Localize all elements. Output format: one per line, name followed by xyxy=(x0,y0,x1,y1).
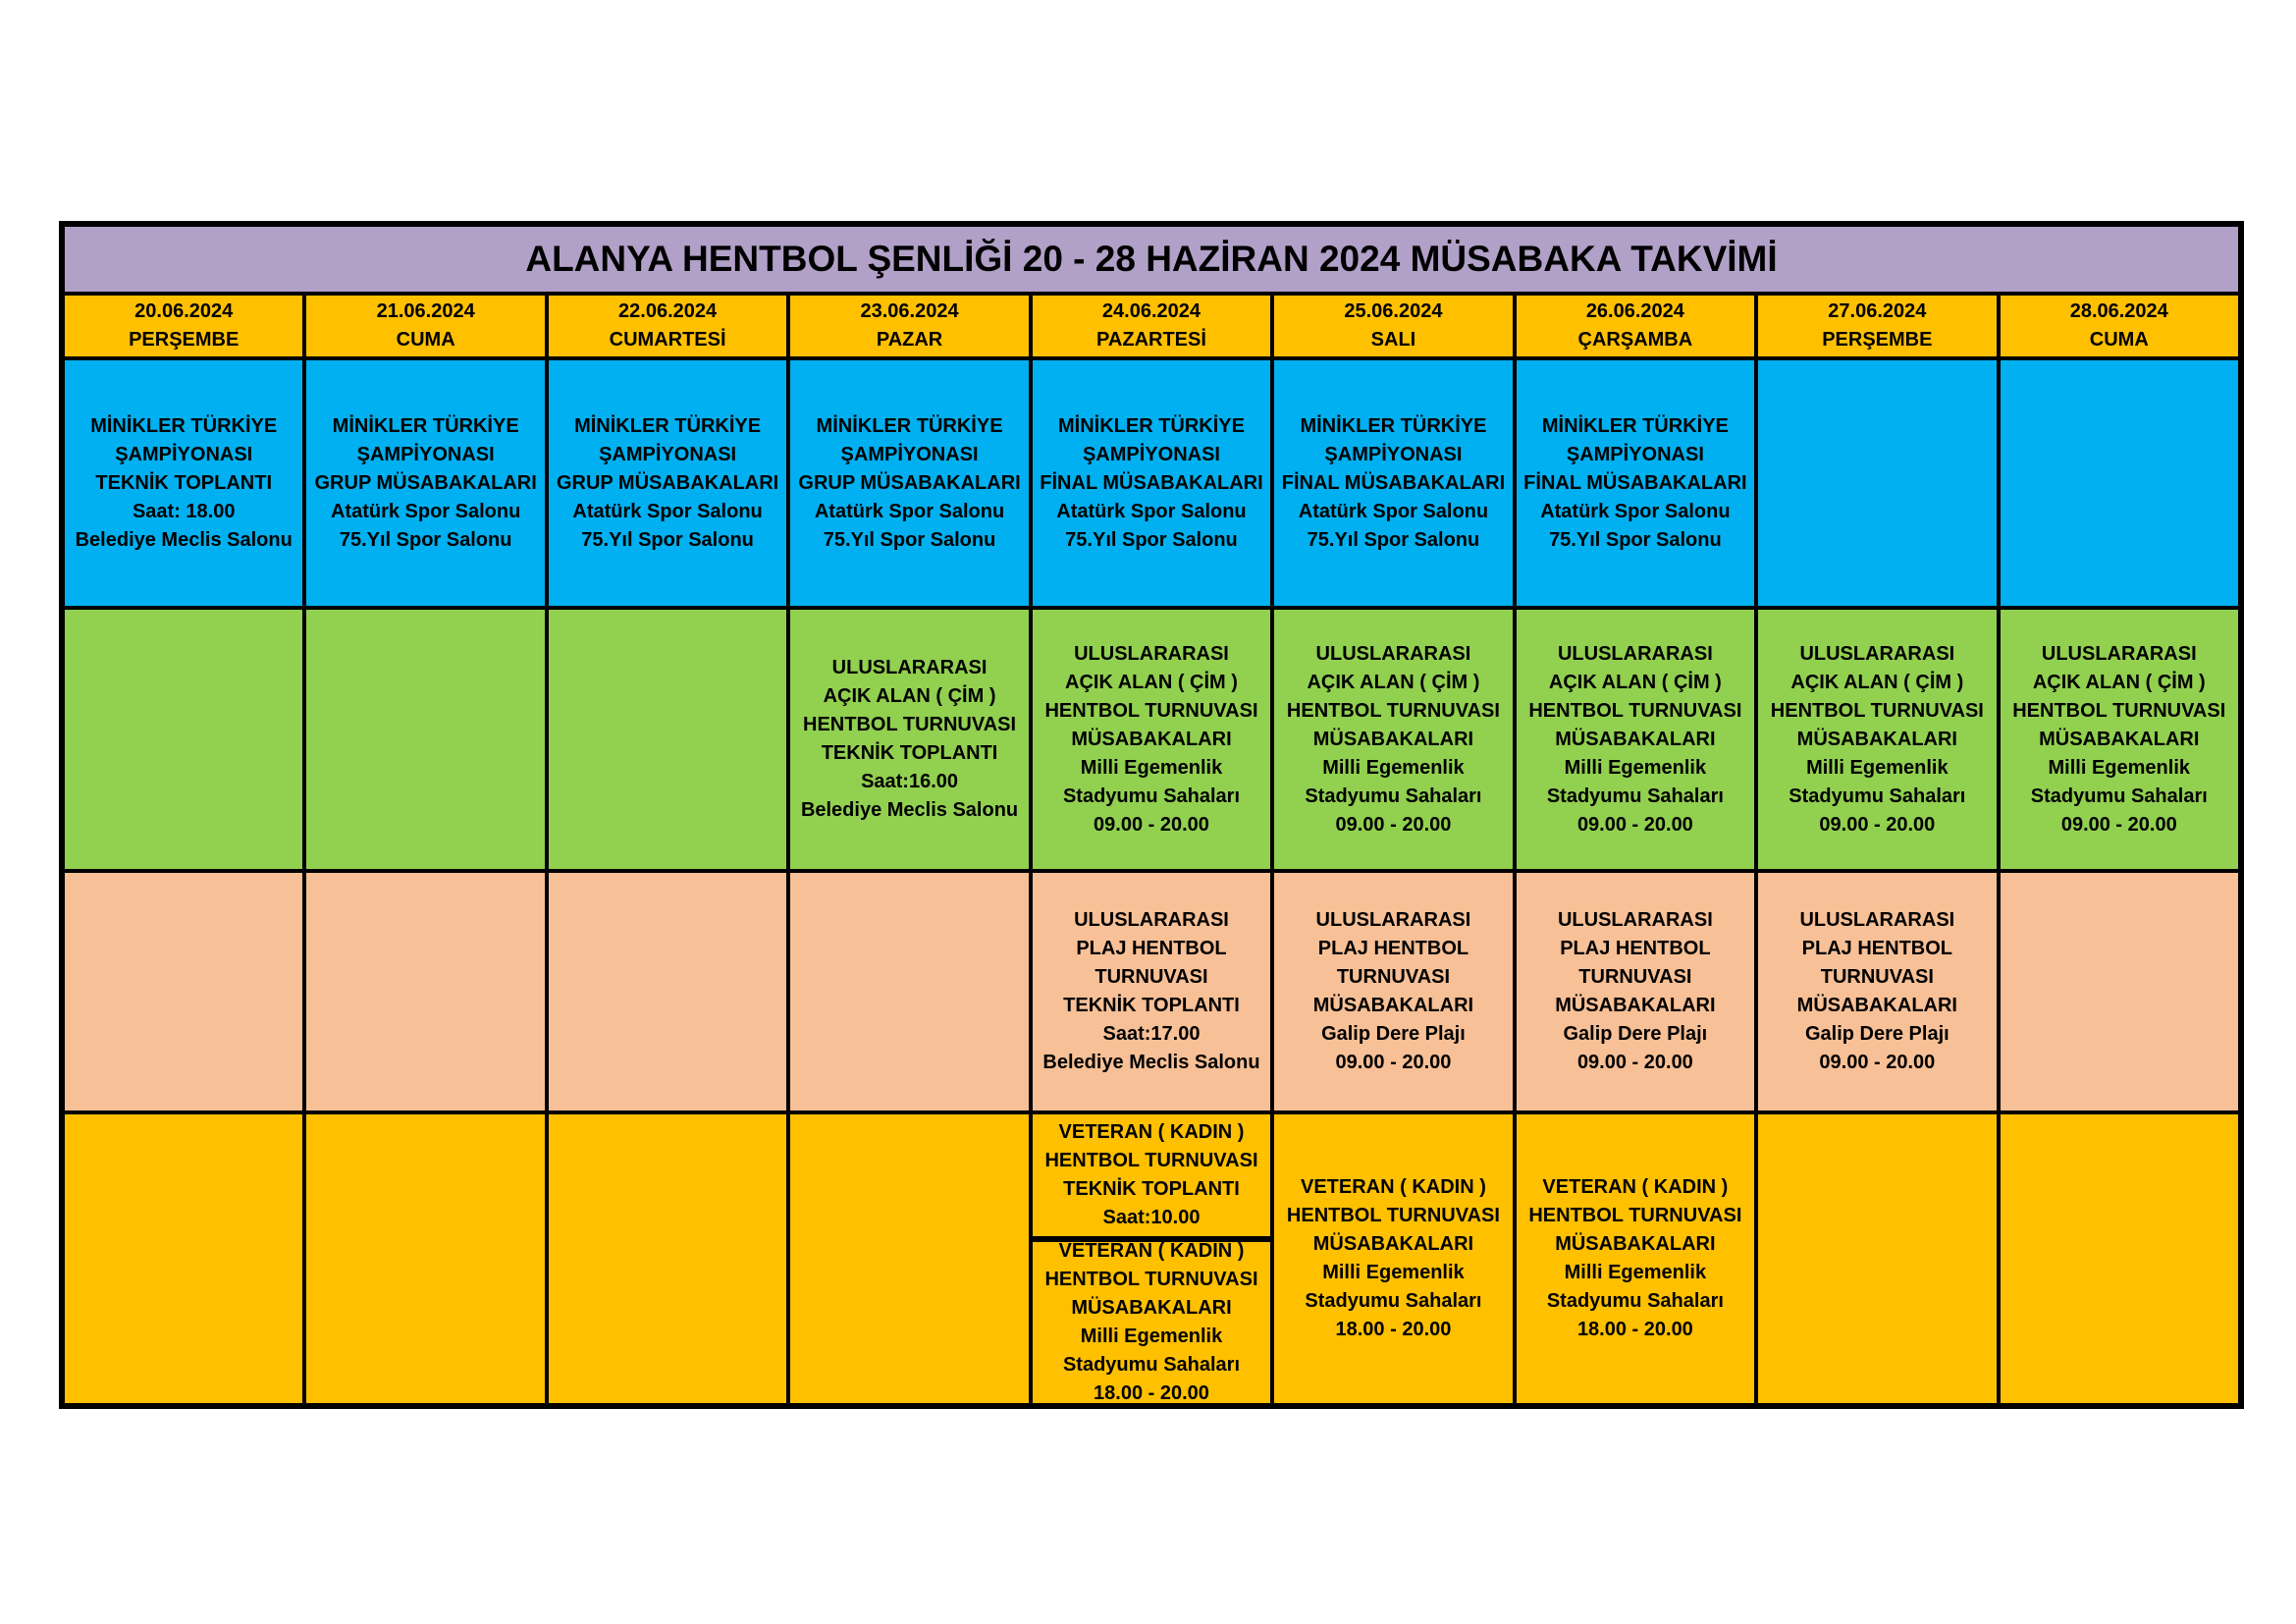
schedule-table xyxy=(59,221,2244,1409)
cell-line: 09.00 - 20.00 xyxy=(1094,813,1209,836)
cell-line: ULUSLARARASI xyxy=(1557,909,1713,931)
empty-cell xyxy=(547,871,788,1112)
day-header xyxy=(1031,294,1272,358)
cell-line: HENTBOL TURNUVASI xyxy=(1528,1205,1742,1226)
day-date: 23.06.2024 xyxy=(860,300,959,322)
empty-cell xyxy=(788,1112,1030,1405)
cell-line: MİNİKLER TÜRKİYE xyxy=(1541,414,1729,437)
cell-line: Saat:10.00 xyxy=(1102,1207,1201,1228)
cell-line: MİNİKLER TÜRKİYE xyxy=(1300,414,1487,437)
cell-line: TEKNİK TOPLANTI xyxy=(95,471,273,494)
event-cell-veteran-matches xyxy=(1031,1238,1272,1405)
empty-cell xyxy=(304,1112,546,1405)
cell-line: PLAJ HENTBOL xyxy=(1801,938,1952,959)
cell-line: HENTBOL TURNUVASI xyxy=(1044,1269,1258,1290)
cell-line: 09.00 - 20.00 xyxy=(1576,813,1693,836)
empty-cell xyxy=(1999,1112,2240,1405)
empty-cell xyxy=(304,871,546,1112)
day-weekday: CUMA xyxy=(396,329,455,351)
cell-line: Milli Egemenlik xyxy=(2048,756,2190,779)
cell-line: 09.00 - 20.00 xyxy=(1335,1052,1452,1073)
cell-line: ŞAMPİYONASI xyxy=(840,443,979,465)
cell-line: ŞAMPİYONASI xyxy=(356,443,495,465)
cell-line: Belediye Meclis Salonu xyxy=(1042,1052,1260,1073)
cell-line: Galip Dere Plajı xyxy=(1563,1023,1708,1045)
cell-line: MÜSABAKALARI xyxy=(1312,995,1474,1016)
cell-line: AÇIK ALAN ( ÇİM ) xyxy=(823,685,996,707)
empty-cell xyxy=(1999,358,2240,608)
event-cell xyxy=(1272,358,1514,608)
cell-line: ULUSLARARASI xyxy=(1315,909,1471,931)
cell-line: TURNUVASI xyxy=(1578,966,1692,988)
event-cell xyxy=(1515,1112,1756,1405)
event-cell xyxy=(1515,608,1756,871)
cell-line: Galip Dere Plajı xyxy=(1321,1023,1466,1045)
day-date: 28.06.2024 xyxy=(2069,300,2168,322)
cell-line: TURNUVASI xyxy=(1336,966,1451,988)
day-weekday: ÇARŞAMBA xyxy=(1577,329,1693,351)
day-header xyxy=(788,294,1030,358)
event-cell xyxy=(304,358,546,608)
cell-line: MİNİKLER TÜRKİYE xyxy=(574,414,762,437)
event-cell xyxy=(1756,871,1998,1112)
cell-line: Milli Egemenlik xyxy=(1806,756,1949,779)
cell-line: 09.00 - 20.00 xyxy=(1819,813,1936,836)
day-date: 25.06.2024 xyxy=(1344,300,1443,322)
cell-line: ULUSLARARASI xyxy=(1315,642,1471,665)
day-weekday: PERŞEMBE xyxy=(129,329,240,351)
empty-cell xyxy=(1756,1112,1998,1405)
cell-line: 09.00 - 20.00 xyxy=(1335,813,1452,836)
empty-cell xyxy=(547,608,788,871)
event-cell xyxy=(1515,871,1756,1112)
cell-line: GRUP MÜSABAKALARI xyxy=(798,471,1021,494)
cell-line: Milli Egemenlik xyxy=(1564,756,1707,779)
day-date: 21.06.2024 xyxy=(376,300,475,322)
cell-line: ŞAMPİYONASI xyxy=(1324,443,1463,465)
day-date: 24.06.2024 xyxy=(1101,300,1201,322)
cell-line: PLAJ HENTBOL xyxy=(1076,938,1227,959)
cell-line: Atatürk Spor Salonu xyxy=(1540,500,1731,522)
empty-cell xyxy=(788,871,1030,1112)
day-date: 27.06.2024 xyxy=(1828,300,1927,322)
empty-cell xyxy=(63,608,304,871)
cell-line: Stadyumu Sahaları xyxy=(1305,785,1482,807)
cell-line: ULUSLARARASI xyxy=(1799,909,1955,931)
event-cell xyxy=(788,358,1030,608)
cell-line: Belediye Meclis Salonu xyxy=(800,799,1019,821)
cell-line: MÜSABAKALARI xyxy=(1071,1297,1232,1319)
event-cell-veteran-technical xyxy=(1031,1112,1272,1238)
cell-line: Milli Egemenlik xyxy=(1322,1262,1465,1283)
cell-line: HENTBOL TURNUVASI xyxy=(1286,699,1500,722)
cell-line: AÇIK ALAN ( ÇİM ) xyxy=(1548,671,1722,693)
cell-line: 75.Yıl Spor Salonu xyxy=(581,528,754,551)
cell-line: Saat:17.00 xyxy=(1102,1023,1201,1045)
event-cell xyxy=(1272,871,1514,1112)
day-weekday: PAZAR xyxy=(876,329,943,351)
cell-line: Atatürk Spor Salonu xyxy=(572,500,763,522)
cell-line: ULUSLARARASI xyxy=(1799,642,1955,665)
cell-line: GRUP MÜSABAKALARI xyxy=(314,471,537,494)
cell-line: MÜSABAKALARI xyxy=(1312,1233,1474,1255)
event-cell xyxy=(1515,358,1756,608)
day-weekday: PAZARTESİ xyxy=(1096,329,1206,351)
day-weekday: CUMARTESİ xyxy=(609,329,726,351)
cell-line: MÜSABAKALARI xyxy=(1555,995,1716,1016)
cell-line: 75.Yıl Spor Salonu xyxy=(1307,528,1480,551)
cell-line: ULUSLARARASI xyxy=(1074,642,1229,665)
event-cell xyxy=(1999,608,2240,871)
cell-line: ULUSLARARASI xyxy=(2041,642,2197,665)
cell-line: MÜSABAKALARI xyxy=(1796,995,1957,1016)
event-cell xyxy=(1031,871,1272,1112)
cell-line: Saat:16.00 xyxy=(861,771,959,792)
cell-line: Atatürk Spor Salonu xyxy=(1056,500,1247,522)
cell-line: AÇIK ALAN ( ÇİM ) xyxy=(1065,671,1238,693)
cell-line: HENTBOL TURNUVASI xyxy=(803,714,1017,735)
cell-line: FİNAL MÜSABAKALARI xyxy=(1281,471,1506,494)
cell-line: HENTBOL TURNUVASI xyxy=(1286,1205,1500,1226)
cell-line: VETERAN ( KADIN ) xyxy=(1058,1121,1245,1143)
cell-line: PLAJ HENTBOL xyxy=(1560,938,1711,959)
cell-line: VETERAN ( KADIN ) xyxy=(1058,1240,1245,1262)
cell-line: FİNAL MÜSABAKALARI xyxy=(1040,471,1263,494)
cell-line: Stadyumu Sahaları xyxy=(1546,1290,1724,1312)
event-cell xyxy=(1031,358,1272,608)
cell-line: MİNİKLER TÜRKİYE xyxy=(332,414,519,437)
cell-line: Stadyumu Sahaları xyxy=(1305,1290,1482,1312)
cell-line: ŞAMPİYONASI xyxy=(1082,443,1220,465)
empty-cell xyxy=(1756,358,1998,608)
cell-line: GRUP MÜSABAKALARI xyxy=(556,471,779,494)
cell-line: VETERAN ( KADIN ) xyxy=(1542,1176,1729,1198)
event-cell xyxy=(1272,1112,1514,1405)
empty-cell xyxy=(63,1112,304,1405)
cell-line: 09.00 - 20.00 xyxy=(1576,1052,1693,1073)
cell-line: TEKNİK TOPLANTI xyxy=(1063,1178,1240,1200)
cell-line: HENTBOL TURNUVASI xyxy=(1770,699,1984,722)
cell-line: Milli Egemenlik xyxy=(1080,756,1223,779)
empty-cell xyxy=(547,1112,788,1405)
cell-line: 09.00 - 20.00 xyxy=(1819,1052,1936,1073)
cell-line: MÜSABAKALARI xyxy=(1071,728,1232,750)
cell-line: MÜSABAKALARI xyxy=(1555,728,1716,750)
cell-line: Atatürk Spor Salonu xyxy=(814,500,1005,522)
cell-line: ŞAMPİYONASI xyxy=(1566,443,1704,465)
empty-cell xyxy=(1999,871,2240,1112)
day-header xyxy=(63,294,304,358)
day-header xyxy=(1756,294,1998,358)
day-date: 26.06.2024 xyxy=(1585,300,1684,322)
cell-line: MİNİKLER TÜRKİYE xyxy=(816,414,1003,437)
cell-line: Milli Egemenlik xyxy=(1080,1326,1223,1347)
cell-line: Stadyumu Sahaları xyxy=(1062,785,1241,807)
cell-line: HENTBOL TURNUVASI xyxy=(1528,699,1742,722)
cell-line: Atatürk Spor Salonu xyxy=(1298,500,1489,522)
cell-line: MİNİKLER TÜRKİYE xyxy=(90,414,278,437)
cell-line: Stadyumu Sahaları xyxy=(2030,785,2208,807)
cell-line: ULUSLARARASI xyxy=(1074,909,1229,931)
cell-line: TURNUVASI xyxy=(1820,966,1934,988)
cell-line: 18.00 - 20.00 xyxy=(1335,1319,1452,1340)
empty-cell xyxy=(304,608,546,871)
cell-line: MÜSABAKALARI xyxy=(1312,728,1474,750)
day-date: 22.06.2024 xyxy=(618,300,718,322)
cell-line: ULUSLARARASI xyxy=(1557,642,1713,665)
cell-line: 18.00 - 20.00 xyxy=(1094,1382,1209,1404)
cell-line: MİNİKLER TÜRKİYE xyxy=(1057,414,1245,437)
cell-line: Galip Dere Plajı xyxy=(1804,1023,1949,1045)
cell-line: 75.Yıl Spor Salonu xyxy=(339,528,512,551)
cell-line: Stadyumu Sahaları xyxy=(1546,785,1724,807)
cell-line: ŞAMPİYONASI xyxy=(115,443,253,465)
cell-line: HENTBOL TURNUVASI xyxy=(1044,1150,1258,1171)
day-weekday: SALI xyxy=(1370,329,1416,351)
cell-line: HENTBOL TURNUVASI xyxy=(2012,699,2226,722)
cell-line: VETERAN ( KADIN ) xyxy=(1300,1176,1486,1198)
day-header xyxy=(1272,294,1514,358)
day-weekday: PERŞEMBE xyxy=(1822,329,1933,351)
event-cell xyxy=(547,358,788,608)
event-cell xyxy=(1756,608,1998,871)
cell-line: FİNAL MÜSABAKALARI xyxy=(1523,471,1747,494)
cell-line: MÜSABAKALARI xyxy=(2039,728,2200,750)
cell-line: HENTBOL TURNUVASI xyxy=(1044,699,1258,722)
cell-line: TURNUVASI xyxy=(1095,966,1208,988)
cell-line: Stadyumu Sahaları xyxy=(1062,1354,1241,1376)
day-weekday: CUMA xyxy=(2089,329,2149,351)
cell-line: Atatürk Spor Salonu xyxy=(330,500,521,522)
cell-line: Saat: 18.00 xyxy=(132,500,236,522)
cell-line: Milli Egemenlik xyxy=(1322,756,1465,779)
cell-line: Belediye Meclis Salonu xyxy=(75,528,293,551)
cell-line: AÇIK ALAN ( ÇİM ) xyxy=(1307,671,1480,693)
event-cell xyxy=(63,358,304,608)
day-date: 20.06.2024 xyxy=(134,300,234,322)
cell-line: PLAJ HENTBOL xyxy=(1317,938,1469,959)
cell-line: ŞAMPİYONASI xyxy=(599,443,737,465)
cell-line: TEKNİK TOPLANTI xyxy=(821,742,998,764)
cell-line: 75.Yıl Spor Salonu xyxy=(1065,528,1238,551)
cell-line: MÜSABAKALARI xyxy=(1796,728,1957,750)
event-cell xyxy=(1272,608,1514,871)
cell-line: TEKNİK TOPLANTI xyxy=(1063,995,1240,1016)
event-cell xyxy=(1031,608,1272,871)
day-header xyxy=(547,294,788,358)
cell-line: ULUSLARARASI xyxy=(831,657,988,678)
day-header xyxy=(304,294,546,358)
cell-line: 09.00 - 20.00 xyxy=(2060,813,2177,836)
event-cell xyxy=(788,608,1030,871)
cell-line: AÇIK ALAN ( ÇİM ) xyxy=(1790,671,1964,693)
cell-line: MÜSABAKALARI xyxy=(1555,1233,1716,1255)
cell-line: AÇIK ALAN ( ÇİM ) xyxy=(2032,671,2206,693)
cell-line: Milli Egemenlik xyxy=(1564,1262,1707,1283)
day-header xyxy=(1515,294,1756,358)
schedule-title: ALANYA HENTBOL ŞENLİĞİ 20 - 28 HAZİRAN 2024 MÜSABAKA TAKVİMİ xyxy=(63,225,2240,294)
empty-cell xyxy=(63,871,304,1112)
cell-line: 75.Yıl Spor Salonu xyxy=(1549,528,1722,551)
cell-line: 75.Yıl Spor Salonu xyxy=(823,528,996,551)
day-header xyxy=(1999,294,2240,358)
cell-line: 18.00 - 20.00 xyxy=(1576,1319,1693,1340)
cell-line: Stadyumu Sahaları xyxy=(1789,785,1966,807)
